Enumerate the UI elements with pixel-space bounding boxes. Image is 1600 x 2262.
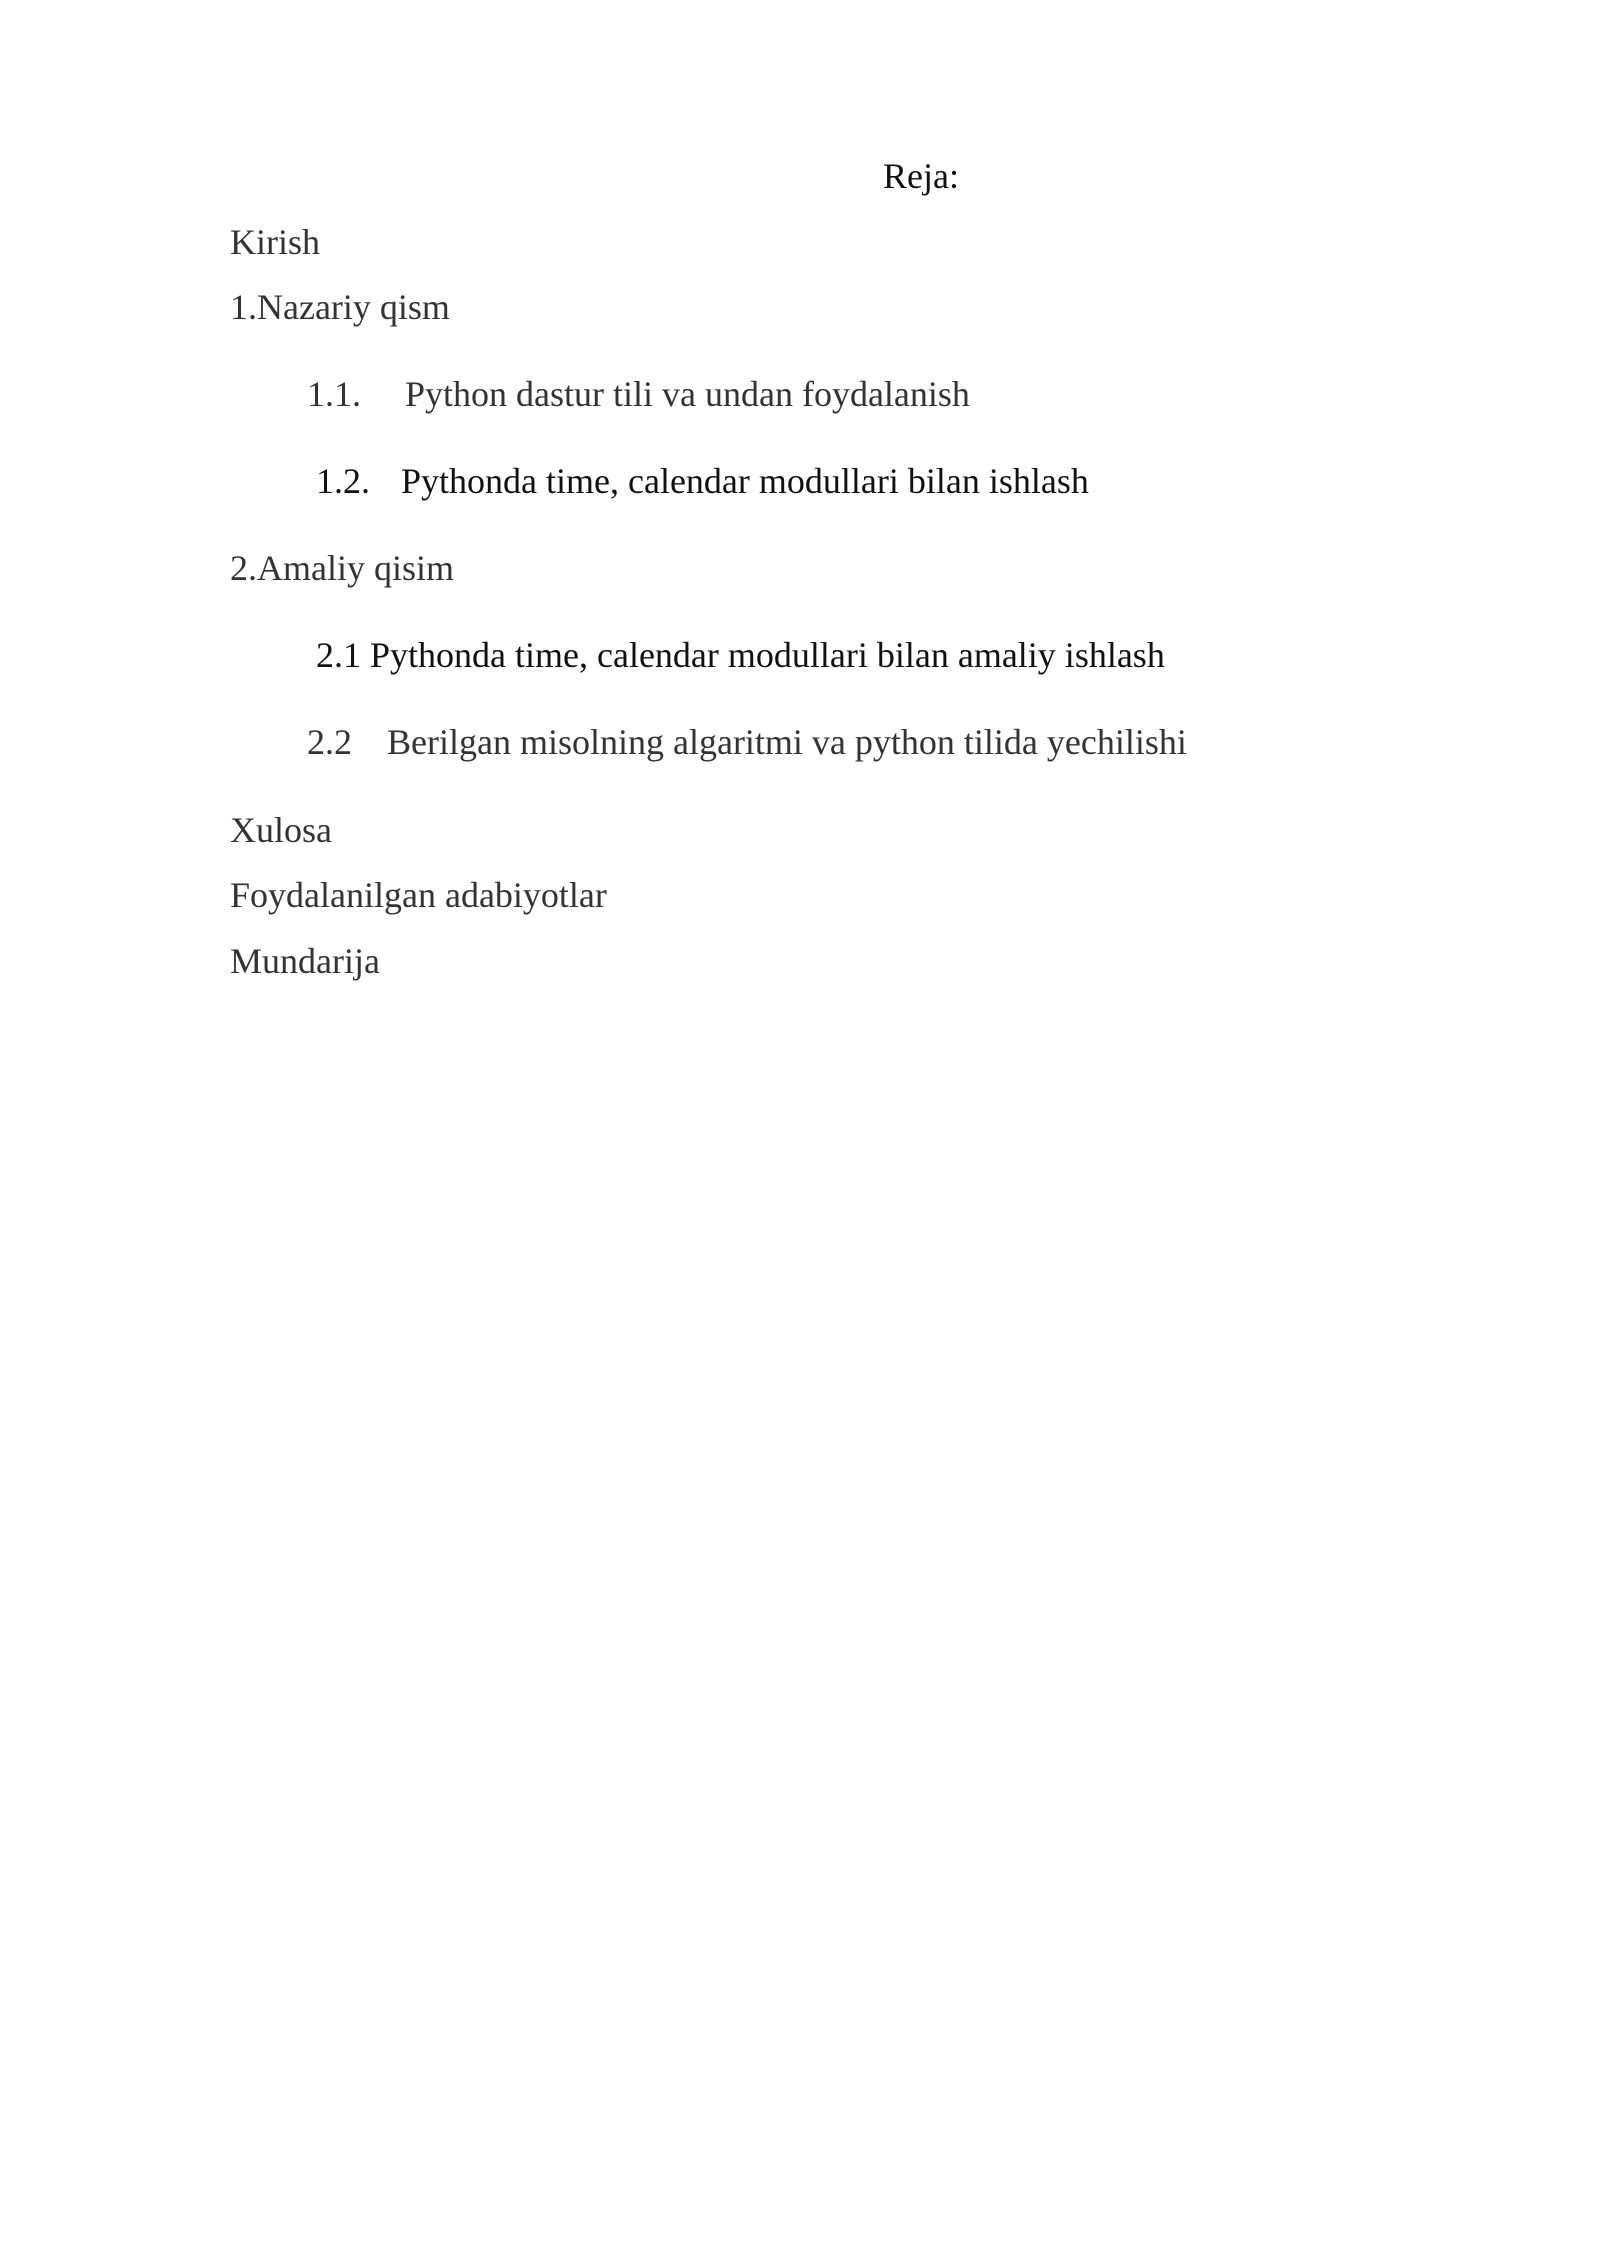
toc-subitem-number: 1.2. xyxy=(316,461,370,501)
toc-subitem-number: 1.1. xyxy=(307,374,361,414)
page-title: Reja: xyxy=(883,156,959,196)
toc-subitem-1-1 xyxy=(307,372,970,416)
toc-item-contents: Mundarija xyxy=(230,941,380,981)
toc-subitem-1-2 xyxy=(316,459,1089,503)
toc-item-conclusion: Xulosa xyxy=(230,810,332,850)
toc-item-section-2: 2.Amaliy qisim xyxy=(230,548,454,588)
toc-item-references: Foydalanilgan adabiyotlar xyxy=(230,875,607,915)
toc-subitem-number: 2.2 xyxy=(307,722,352,762)
toc-subitem-text: Python dastur tili va undan foydalanish xyxy=(405,374,970,414)
toc-subitem-text: Pythonda time, calendar modullari bilan ishlash xyxy=(401,461,1089,501)
toc-subitem-2-1: 2.1 Pythonda time, calendar modullari bilan amaliy ishlash xyxy=(316,635,1165,675)
toc-item-section-1: 1.Nazariy qism xyxy=(230,287,450,327)
toc-subitem-text: Berilgan misolning algaritmi va python tilida yechilishi xyxy=(387,722,1187,762)
toc-subitem-2-2 xyxy=(307,720,1187,764)
toc-item-intro: Kirish xyxy=(230,222,320,262)
